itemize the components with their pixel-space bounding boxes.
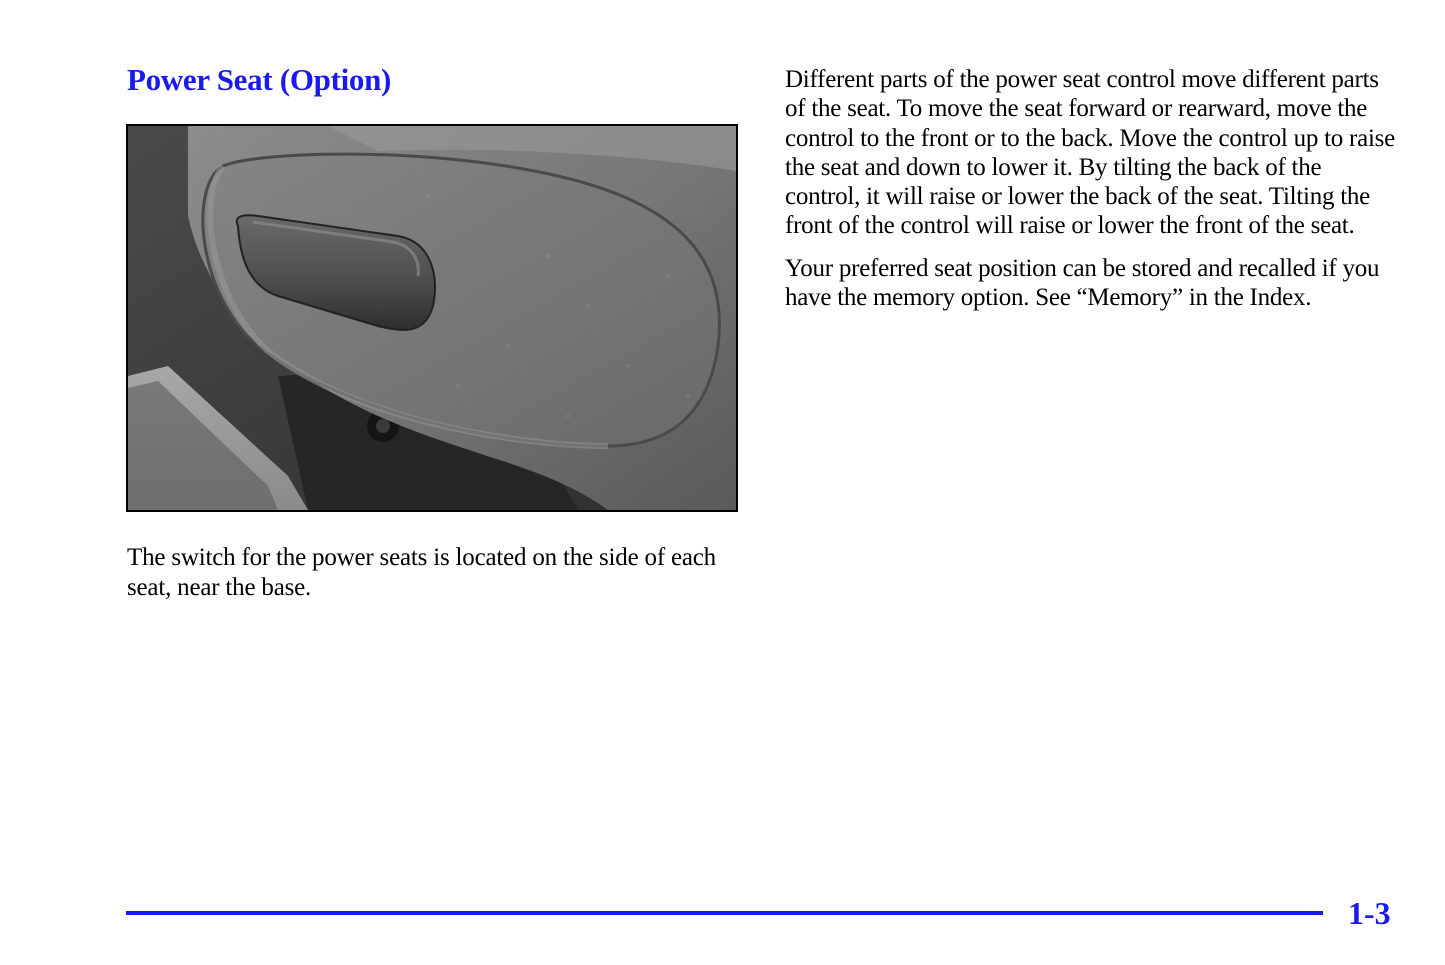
figure-caption: The switch for the power seats is located on the side of each seat, near the base. [127, 544, 716, 601]
footer-rule [126, 911, 1323, 915]
paragraph: Different parts of the power seat control move different parts of the seat. To move the seat forward or rearward, move the control to the front or to the back. Move the control up to raise the seat and down to lower it. By tilting the back of the control, it will raise or lower the back of the seat. Tilting the front of the control will raise or lower the front of the seat. [785, 66, 1395, 240]
page-number: 1-3 [1348, 895, 1391, 931]
paragraph: Your preferred seat position can be stored and recalled if you have the memory option. See “Memory” in the Index. [785, 254, 1380, 312]
body-text-column [785, 65, 1395, 325]
section-heading: Power Seat (Option) [127, 62, 392, 97]
seat-switch-photo [126, 124, 738, 512]
